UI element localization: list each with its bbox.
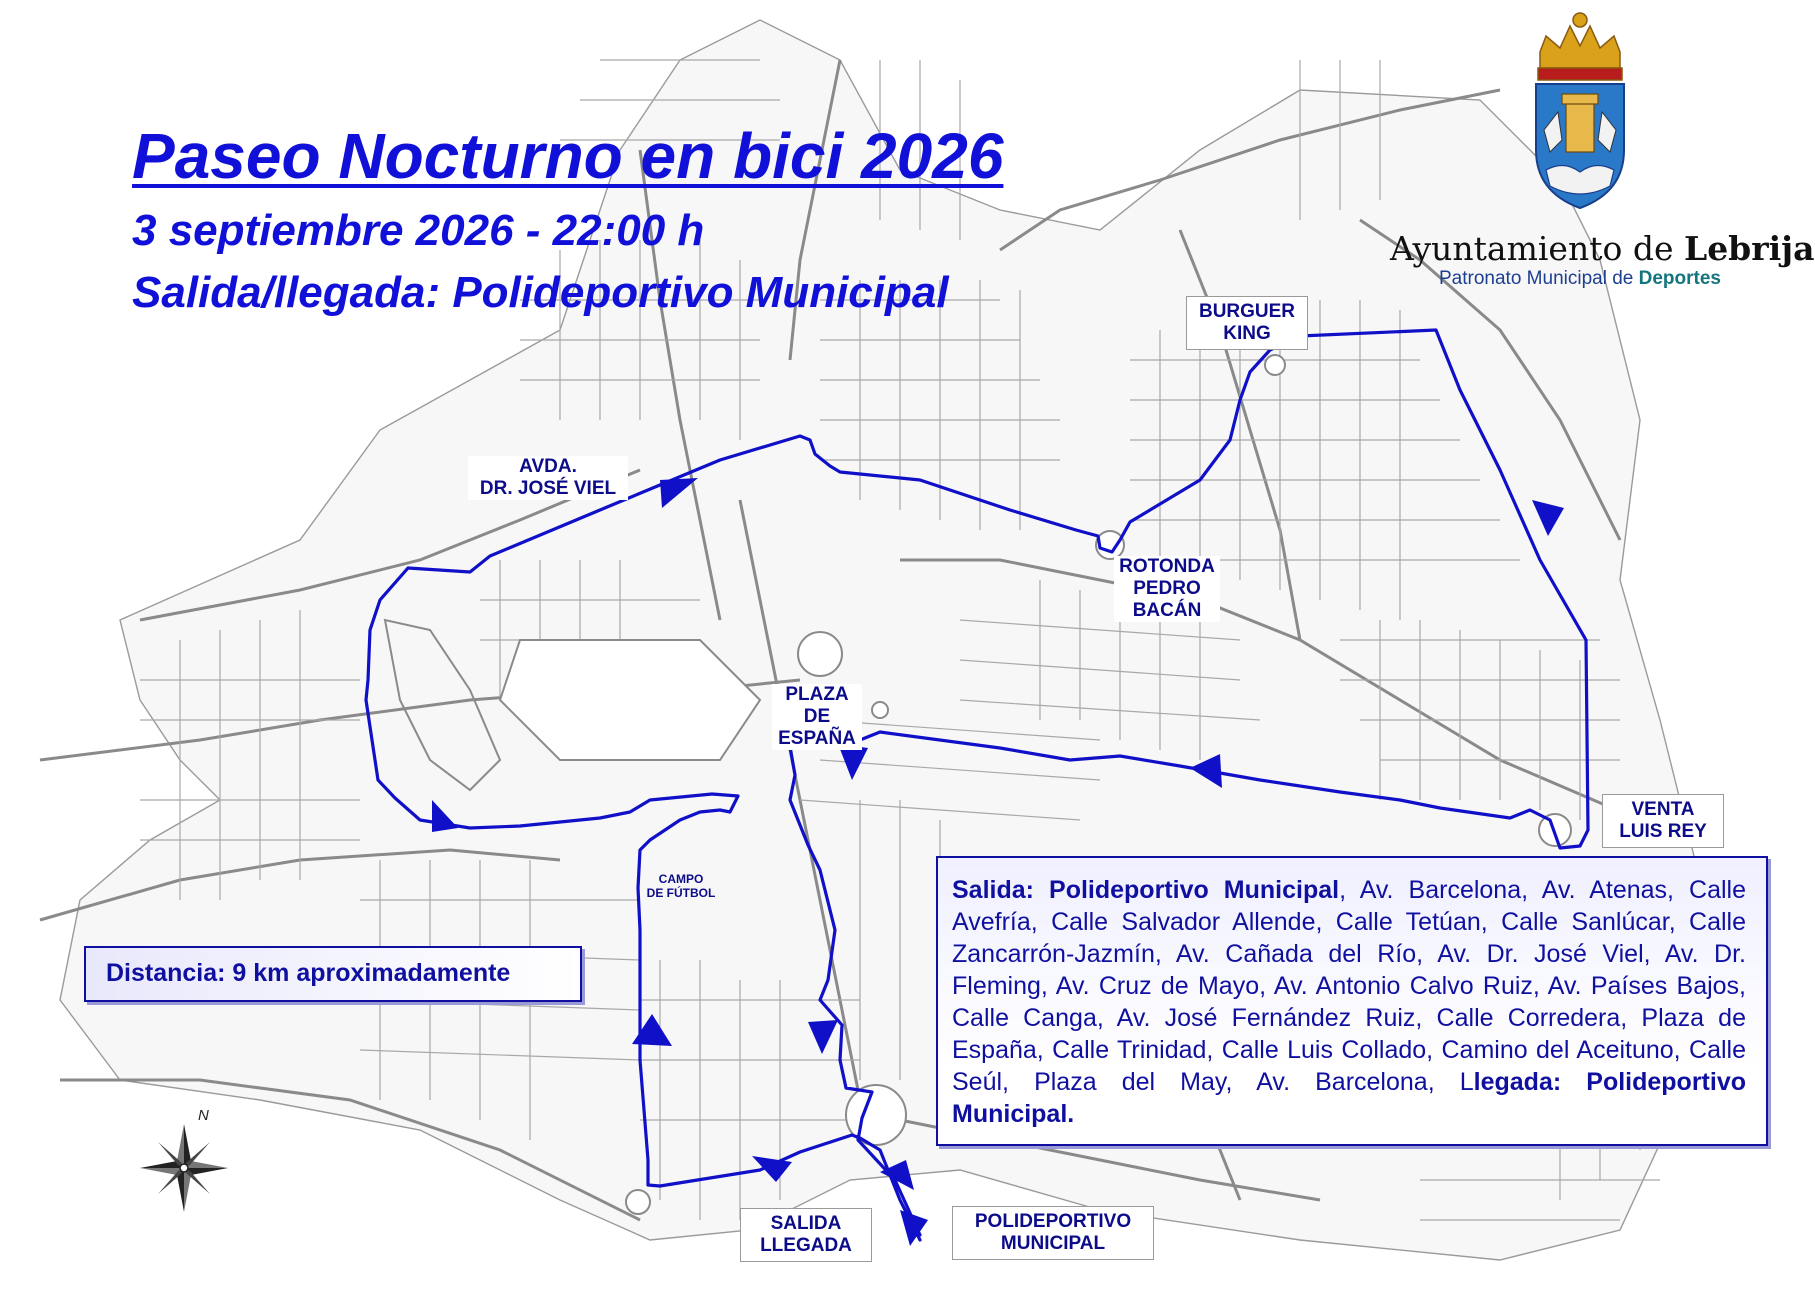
start-finish-location: Salida/llegada: Polideportivo Municipal bbox=[132, 268, 949, 317]
label-salida-llegada: SALIDA LLEGADA bbox=[740, 1208, 872, 1262]
compass-north-letter: N bbox=[198, 1107, 209, 1124]
label-plaza-espana: PLAZA DE ESPAÑA bbox=[772, 684, 862, 750]
label-burguer-king: BURGUER KING bbox=[1186, 296, 1308, 350]
label-avda-jose-viel: AVDA. DR. JOSÉ VIEL bbox=[468, 456, 628, 500]
label-venta-luis-rey: VENTA LUIS REY bbox=[1602, 794, 1724, 848]
event-date: 3 septiembre 2026 - 22:00 h bbox=[132, 206, 705, 255]
label-polideportivo-municipal: POLIDEPORTIVO MUNICIPAL bbox=[952, 1206, 1154, 1260]
route-description bbox=[936, 856, 1768, 1146]
route-streets: , Av. Barcelona, Av. Atenas, Calle Avefría, Calle Salvador Allende, Calle Tetúan, Calle Sanlúcar, Calle Zancarrón-Jazmín, Av. Cañada del Río, Av. Dr. José Viel, Av. Dr. Fleming, Av. Cruz de Mayo, Av. Antonio Calvo Ruiz, Av. Países Bajos, Calle Canga, Av. José Fernández Ruiz, Calle Corredera, Plaza de España, Calle Trinidad, Calle Luis Collado, Camino del Aceituno, Calle Seúl, Plaza del May, Av. Barcelona, L bbox=[952, 876, 1746, 1096]
label-rotonda-pedro-bacan: ROTONDA PEDRO BACÁN bbox=[1114, 556, 1220, 622]
route-end: legada: Polideportivo Municipal. bbox=[952, 1068, 1747, 1128]
compass-rose-icon bbox=[140, 1107, 228, 1212]
poster-title: Paseo Nocturno en bici 2026 bbox=[132, 120, 1004, 192]
route-arrow-icon bbox=[900, 1210, 928, 1246]
distance-box: Distancia: 9 km aproximadamente bbox=[84, 946, 582, 1002]
route-start: Salida: Polideportivo Municipal bbox=[952, 876, 1340, 904]
label-campo-futbol: CAMPO DE FÚTBOL bbox=[646, 872, 716, 900]
logo-org-name: Ayuntamiento de Lebrija bbox=[1390, 229, 1815, 268]
municipal-logo bbox=[1390, 40, 1815, 290]
logo-dept-name: Patronato Municipal de Deportes bbox=[1439, 268, 1721, 289]
